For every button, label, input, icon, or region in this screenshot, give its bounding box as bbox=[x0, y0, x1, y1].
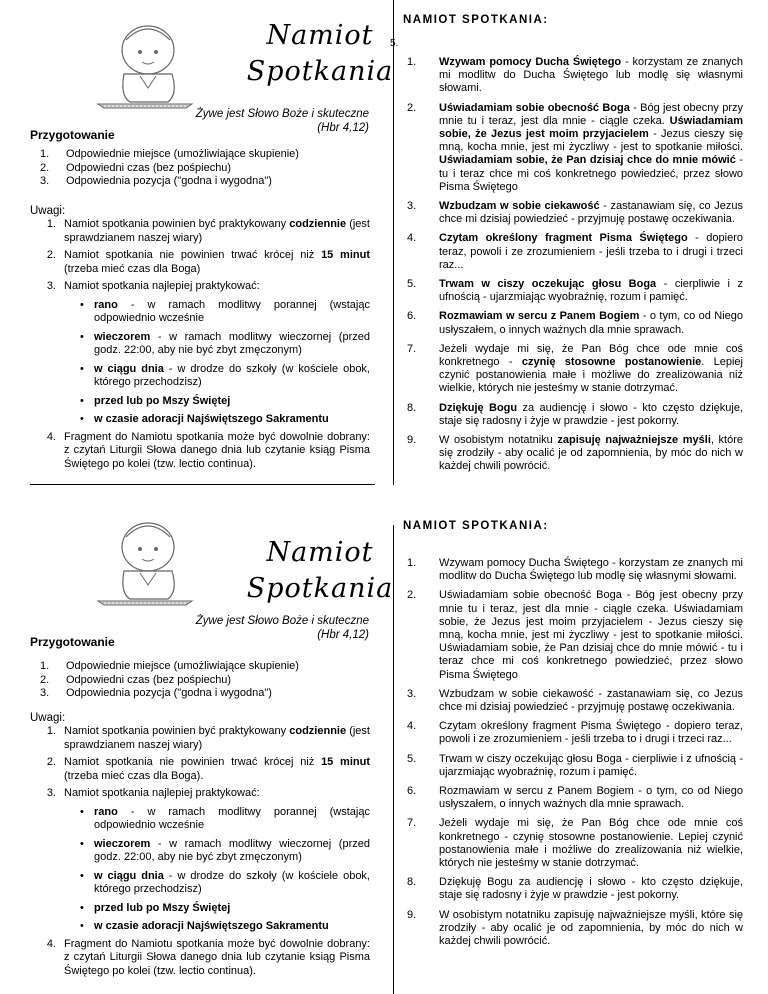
bullet-item: • w czasie adoracji Najświętszego Sakramentu bbox=[80, 920, 329, 932]
step-emphasis: zapisuję najważniejsze myśli bbox=[557, 434, 711, 447]
bullet-emphasis: w ciągu dnia bbox=[94, 869, 164, 882]
note-text: (jest sprawdzianem naszej wiary) bbox=[64, 725, 370, 751]
item-number: 2. bbox=[40, 673, 50, 686]
notes-list bbox=[30, 725, 370, 982]
step-item: 2. Uświadamiam sobie obecność Boga - Bóg jest obecny przy mnie tu i teraz, jest dla mnie - ciągle czeka. Uświadamiam sobie, że Jezus jest moim przyjacielem - Jezus cieszy się mną, kocha mnie, jest mi życzliwy - jest to spotkanie miłości. Uświadamiam sobie, że Pan dzisiaj chce do mnie mówić - tu i teraz chce mi coś konkretnego powiedzieć, przez słowo Pisma Świętego bbox=[407, 101, 744, 193]
bullet-emphasis: przed lub po Mszy Świętej bbox=[94, 901, 231, 914]
step-item: 8. Dziękuję Bogu za audiencję i słowo - kto często dziękuje, staje się radosny i żyje w prawdzie - jest pokorny. bbox=[407, 876, 743, 902]
step-text: Wzywam pomocy Ducha Świętego bbox=[439, 557, 609, 569]
bullet-text: - w ramach modlitwy wieczornej (przed godz. 22:00, aby nie być zbyt zmęczonym) bbox=[94, 837, 370, 863]
step-item: 4. Czytam określony fragment Pisma Świętego - dopiero teraz, powoli i ze zrozumieniem - jeśli trzeba to i drugi i trzeci raz... bbox=[407, 720, 743, 746]
step-emphasis: Uświadamiam sobie obecność Boga bbox=[439, 101, 630, 114]
step-text: Uświadamiam sobie, że Pan dzisiaj chce do mnie mówić bbox=[439, 642, 718, 655]
step-emphasis: Uświadamiam sobie, że Pan dzisiaj chce do mnie mówić bbox=[439, 154, 736, 167]
note-text: Namiot spotkania najlepiej praktykować: bbox=[64, 787, 260, 799]
notes-title: Uwagi: bbox=[30, 712, 66, 724]
bullet-item: • wieczorem - w ramach modlitwy wieczornej (przed godz. 22:00, aby nie być zbyt zmęczonym) bbox=[80, 330, 370, 356]
note-item: 4. Fragment do Namiotu spotkania może być dowolnie dobrany: z czytań Liturgii Słowa danego dnia lub czytanie ksiąg Pisma Świętego po kolei (tzw. lectio continua). bbox=[46, 430, 370, 470]
note-text: Fragment do Namiotu spotkania może być dowolnie dobrany: z czytań Liturgii Słowa danego dnia lub czytanie ksiąg Pisma Świętego po kolei (tzw. lectio continua). bbox=[64, 937, 370, 977]
step-emphasis: Dziękuję Bogu bbox=[439, 401, 518, 414]
step-item: 6. Rozmawiam w sercu z Panem Bogiem - o tym, co od Niego usłyszałem, o innych ważnych dla mnie sprawach. bbox=[407, 310, 743, 336]
step-text: - dopiero teraz, powoli i ze zrozumieniem - jeśli trzeba to i drugi i trzeci raz... bbox=[439, 720, 743, 746]
prep-list bbox=[40, 148, 299, 189]
note-text: Namiot spotkania nie powinien trwać krócej niż bbox=[64, 756, 322, 768]
note-item: 1. Namiot spotkania powinien być praktykowany codziennie (jest sprawdzianem naszej wiary) bbox=[46, 218, 370, 244]
step-text: Jeżeli wydaje mi się, że Pan Bóg chce ode mnie coś konkretnego - bbox=[439, 342, 743, 369]
steps-title: NAMIOT SPOTKANIA: bbox=[403, 520, 549, 532]
bullet-emphasis: wieczorem bbox=[94, 837, 151, 850]
step-text: zapisuję najważniejsze myśli bbox=[553, 908, 695, 921]
note-emphasis: codziennie bbox=[289, 725, 347, 737]
note-text: Namiot spotkania najlepiej praktykować: bbox=[64, 280, 260, 292]
note-text: Namiot spotkania powinien być praktykowany bbox=[64, 218, 290, 230]
step-text: W osobistym notatniku bbox=[439, 908, 554, 921]
bullet-text: - w ramach modlitwy porannej (wstając odpowiednio wcześnie bbox=[94, 805, 370, 831]
step-text: Czytam określony fragment Pisma Świętego bbox=[439, 720, 662, 733]
item-text: Odpowiednie miejsce (umożliwiające skupienie) bbox=[66, 660, 299, 672]
bullet-item: • wieczorem - w ramach modlitwy wieczornej (przed godz. 22:00, aby nie być zbyt zmęczonym) bbox=[80, 837, 370, 863]
step-item: 2. Uświadamiam sobie obecność Boga - Bóg jest obecny przy mnie tu i teraz, jest dla mnie - ciągle czeka. Uświadamiam sobie, że Jezus jest moim przyjacielem - Jezus cieszy się mną, kocha mnie, jest mi życzliwy - jest to spotkanie miłości. Uświadamiam sobie, że Pan dzisiaj chce do mnie mówić - tu i teraz chce mi coś konkretnego powiedzieć, przez słowo Pisma Świętego bbox=[407, 589, 744, 681]
bullet-emphasis: wieczorem bbox=[94, 330, 151, 343]
step-text: - zastanawiam się, co Jezus chce mi dzisiaj powiedzieć - przyjmuję postawę oczekiwania. bbox=[439, 687, 743, 714]
title-line-2: Spotkania bbox=[246, 573, 394, 604]
step-emphasis: Wzbudzam w sobie ciekawość bbox=[439, 200, 600, 213]
note-item: 1. Namiot spotkania powinien być praktykowany codziennie (jest sprawdzianem naszej wiary) bbox=[46, 725, 370, 751]
bullet-item: • rano - w ramach modlitwy porannej (wstając odpowiednio wcześnie bbox=[80, 805, 370, 831]
step-emphasis: Uświadamiam sobie, że Jezus jest moim przyjacielem bbox=[439, 114, 743, 141]
step-text: - cierpliwie i z ufnością - ujarzmiając wyobraźnię, rozum i pamięć. bbox=[439, 278, 743, 304]
step-emphasis: Czytam określony fragment Pisma Świętego bbox=[439, 232, 688, 245]
step-item: 1. Wzywam pomocy Ducha Świętego - korzystam ze znanych mi modlitw do Ducha Świętego lub modlę się własnymi słowami. bbox=[407, 56, 744, 95]
note-emphasis: 15 minut bbox=[321, 249, 370, 261]
note-emphasis: codziennie bbox=[289, 218, 347, 230]
right-column bbox=[390, 0, 748, 497]
step-emphasis: czynię stosowne postanowienie bbox=[521, 356, 702, 369]
step-text: - cierpliwie i z ufnością - ujarzmiając wyobraźnię, rozum i pamięć. bbox=[439, 752, 743, 778]
item-text: Odpowiednia pozycja ("godna i wygodna") bbox=[66, 175, 272, 187]
note-text: (trzeba mieć czas dla Boga) bbox=[64, 262, 201, 275]
note-text: (jest sprawdzianem naszej wiary) bbox=[64, 218, 370, 244]
note-item: 2. Namiot spotkania nie powinien trwać krócej niż 15 minut (trzeba mieć czas dla Boga) bbox=[46, 249, 370, 275]
left-column bbox=[30, 0, 394, 497]
step-item: 9. W osobistym notatniku zapisuję najważniejsze myśli, które się zrodziły - aby ocalić je od zapomnienia, by móc do nich w każdej chwili powrócić. bbox=[407, 908, 743, 948]
prep-item bbox=[40, 687, 299, 701]
bullet-text: - w ramach modlitwy porannej (wstając odpowiednio wcześnie bbox=[94, 298, 370, 324]
bullet-emphasis: w ciągu dnia bbox=[94, 362, 164, 375]
item-text: Odpowiednie miejsce (umożliwiające skupienie) bbox=[66, 148, 299, 160]
step-text: Jeżeli wydaje mi się, że Pan Bóg chce ode mnie coś konkretnego - bbox=[439, 817, 743, 843]
bullet-item: • w ciągu dnia - w drodze do szkoły (w kościele obok, którego przechodzisz) bbox=[80, 869, 370, 895]
note-text: Namiot spotkania powinien być praktykowany bbox=[64, 725, 290, 737]
prep-item bbox=[40, 148, 299, 162]
title-line-1: Namiot bbox=[266, 20, 374, 51]
step-item: 6. Rozmawiam w sercu z Panem Bogiem - o tym, co od Niego usłyszałem, o innych ważnych dla mnie sprawach. bbox=[407, 785, 743, 811]
title bbox=[245, 535, 395, 607]
bullet-text: - w drodze do szkoły (w kościele obok, którego przechodzisz) bbox=[94, 869, 370, 895]
step-text: - o tym, co od Niego usłyszałem, o innych ważnych dla mnie sprawach. bbox=[439, 310, 743, 336]
step-text: W osobistym notatniku bbox=[439, 434, 558, 447]
step-text: - tu i teraz chce mi coś konkretnego powiedzieć, przez słowo Pisma Świętego bbox=[439, 642, 743, 681]
notes-list bbox=[30, 218, 370, 475]
bottom-half bbox=[0, 497, 768, 994]
step-item: 5. Trwam w ciszy oczekując głosu Boga - cierpliwie i z ufnością - ujarzmiając wyobraźnię, rozum i pamięć. bbox=[407, 752, 743, 778]
praying-child-illustration bbox=[90, 515, 200, 607]
bullet-item: • rano - w ramach modlitwy porannej (wstając odpowiednio wcześnie bbox=[80, 298, 370, 324]
step-text: Rozmawiam w sercu z Panem Bogiem bbox=[439, 785, 634, 798]
notes-title: Uwagi: bbox=[30, 205, 66, 217]
prep-item bbox=[40, 175, 299, 189]
note-emphasis: 15 minut bbox=[321, 756, 370, 768]
note-text: (trzeba mieć czas dla Boga). bbox=[64, 769, 204, 782]
bullet-emphasis: rano bbox=[94, 805, 118, 818]
step-text: - korzystam ze znanych mi modlitw do Ducha Świętego lub modlę się własnymi słowami. bbox=[439, 56, 744, 95]
note-item: 3. Namiot spotkania najlepiej praktykować: • rano - w ramach modlitwy porannej (wstając odpowiednio wcześnie • wieczorem - w ramach modlitwy wieczornej (przed godz. 22:00, aby nie być zbyt zmęczonym) • w ciągu dnia - w drodze do szkoły (w kościele obok, którego przechodzisz) • przed lub po Mszy Świętej • w czasie adoracji Najświętszego Sakramentu bbox=[46, 280, 370, 425]
title-line-2: Spotkania bbox=[246, 56, 394, 87]
bullet-emphasis: przed lub po Mszy Świętej bbox=[94, 394, 231, 407]
step-text: Uświadamiam sobie, że Jezus jest moim przyjacielem bbox=[439, 602, 743, 628]
prep-item bbox=[40, 674, 299, 688]
step-text: - korzystam ze znanych mi modlitw do Ducha Świętego lub modlę się własnymi słowami. bbox=[439, 557, 744, 583]
step-emphasis: Wzywam pomocy Ducha Świętego bbox=[439, 56, 622, 68]
note-item: 2. Namiot spotkania nie powinien trwać krócej niż 15 minut (trzeba mieć czas dla Boga). bbox=[46, 756, 370, 782]
note-text: Namiot spotkania nie powinien trwać krócej niż bbox=[64, 249, 322, 261]
item-number: 1. bbox=[40, 148, 50, 160]
quote-ref: (Hbr 4,12) bbox=[317, 122, 369, 134]
step-text: Dziękuję Bogu bbox=[439, 876, 513, 889]
item-number: 3. bbox=[40, 687, 50, 699]
prep-item bbox=[40, 162, 299, 176]
bullet-item: • w ciągu dnia - w drodze do szkoły (w kościele obok, którego przechodzisz) bbox=[80, 362, 370, 388]
praying-child-illustration bbox=[90, 18, 200, 110]
steps-list bbox=[403, 56, 743, 480]
quote-text: Żywe jest Słowo Boże i skuteczne bbox=[195, 108, 369, 120]
step-text: . Lepiej czynić postanowienia małe i możliwe do zrealizowania niż wielkie, których nie jesteśmy w stanie dotrzymać. bbox=[439, 830, 744, 870]
step-text: Trwam w ciszy oczekując głosu Boga bbox=[439, 752, 622, 765]
bullet-text: - w drodze do szkoły (w kościele obok, którego przechodzisz) bbox=[94, 362, 370, 388]
step-text: - zastanawiam się, co Jezus chce mi dzisiaj powiedzieć - przyjmuję postawę oczekiwania. bbox=[439, 200, 743, 226]
step-item: 1. Wzywam pomocy Ducha Świętego - korzystam ze znanych mi modlitw do Ducha Świętego lub modlę się własnymi słowami. bbox=[407, 557, 744, 583]
note-item: 4. Fragment do Namiotu spotkania może być dowolnie dobrany: z czytań Liturgii Słowa danego dnia lub czytanie ksiąg Pisma Świętego po kolei (tzw. lectio continua). bbox=[46, 937, 370, 977]
left-column bbox=[30, 497, 394, 994]
step-text: - tu i teraz chce mi coś konkretnego powiedzieć, przez słowo Pisma Świętego bbox=[439, 154, 743, 193]
bullet-emphasis: rano bbox=[94, 298, 118, 311]
step-item: 3. Wzbudzam w sobie ciekawość - zastanawiam się, co Jezus chce mi dzisiaj powiedzieć - przyjmuję postawę oczekiwania. bbox=[407, 200, 743, 226]
step-text: Wzbudzam w sobie ciekawość bbox=[439, 687, 594, 700]
step-text: - o tym, co od Niego usłyszałem, o innych ważnych dla mnie sprawach. bbox=[439, 785, 743, 811]
step-item: 8. Dziękuję Bogu za audiencję i słowo - kto często dziękuje, staje się radosny i żyje w prawdzie - jest pokorny. bbox=[407, 401, 743, 427]
stray-number: 5. bbox=[390, 38, 399, 49]
prep-list bbox=[40, 660, 299, 701]
step-item: 7. Jeżeli wydaje mi się, że Pan Bóg chce ode mnie coś konkretnego - czynię stosowne postanowienie. Lepiej czynić postanowienia małe i możliwe do zrealizowania niż wielkie, których nie jesteśmy w stanie dotrzymać. bbox=[407, 342, 743, 395]
item-number: 3. bbox=[40, 175, 50, 187]
quote-ref: (Hbr 4,12) bbox=[317, 629, 369, 641]
bullet-emphasis: w czasie adoracji Najświętszego Sakramentu bbox=[94, 413, 329, 425]
item-number: 2. bbox=[40, 161, 50, 174]
bullet-text: - w ramach modlitwy wieczornej (przed godz. 22:00, aby nie być zbyt zmęczonym) bbox=[94, 330, 370, 356]
scripture-quote bbox=[169, 107, 369, 135]
step-text: - Bóg jest obecny przy mnie tu i teraz, jest dla mnie - ciągle czeka. bbox=[439, 589, 743, 615]
note-item: 3. Namiot spotkania najlepiej praktykować: • rano - w ramach modlitwy porannej (wstając odpowiednio wcześnie • wieczorem - w ramach modlitwy wieczornej (przed godz. 22:00, aby nie być zbyt zmęczonym) • w ciągu dnia - w drodze do szkoły (w kościele obok, którego przechodzisz) • przed lub po Mszy Świętej • w czasie adoracji Najświętszego Sakramentu bbox=[46, 787, 370, 932]
item-number: 1. bbox=[40, 660, 50, 672]
step-text: . Lepiej czynić postanowienia małe i możliwe do zrealizowania niż wielkie, których nie jesteśmy w stanie dotrzymać. bbox=[439, 356, 743, 395]
steps-list bbox=[403, 557, 743, 954]
bullet-emphasis: w czasie adoracji Najświętszego Sakramentu bbox=[94, 920, 329, 932]
step-item: 7. Jeżeli wydaje mi się, że Pan Bóg chce ode mnie coś konkretnego - czynię stosowne postanowienie. Lepiej czynić postanowienia małe i możliwe do zrealizowania niż wielkie, których nie jesteśmy w stanie dotrzymać. bbox=[407, 817, 744, 870]
step-emphasis: Rozmawiam w sercu z Panem Bogiem bbox=[439, 310, 640, 323]
prep-title: Przygotowanie bbox=[30, 635, 115, 649]
note-text: Fragment do Namiotu spotkania może być dowolnie dobrany: z czytań Liturgii Słowa danego dnia lub czytanie ksiąg Pisma Świętego po kolei (tzw. lectio continua). bbox=[64, 430, 370, 470]
item-text: Odpowiedni czas (bez pośpiechu) bbox=[66, 673, 232, 686]
quote-text: Żywe jest Słowo Boże i skuteczne bbox=[195, 615, 369, 627]
item-text: Odpowiednia pozycja ("godna i wygodna") bbox=[66, 687, 272, 699]
step-text: Uświadamiam sobie obecność Boga bbox=[439, 589, 622, 602]
step-text: za audiencję i słowo - kto często dziękuje, staje się radosny i żyje w prawdzie - jest pokorny. bbox=[439, 876, 743, 902]
scripture-quote bbox=[169, 614, 369, 642]
title bbox=[245, 18, 395, 90]
steps-title: NAMIOT SPOTKANIA: bbox=[403, 14, 549, 26]
step-text: - Bóg jest obecny przy mnie tu i teraz, jest dla mnie - ciągle czeka. bbox=[439, 101, 743, 127]
step-text: - Jezus cieszy się mną, kocha mnie, jest mi życzliwy - jest to spotkanie miłości. bbox=[439, 615, 744, 642]
bullet-item: • przed lub po Mszy Świętej bbox=[80, 901, 231, 914]
step-item: 9. W osobistym notatniku zapisuję najważniejsze myśli, które się zrodziły - aby ocalić je od zapomnienia, by móc do nich w każdej chwili powrócić. bbox=[407, 434, 743, 473]
bullet-item: • przed lub po Mszy Świętej bbox=[80, 394, 231, 407]
step-text: czynię stosowne postanowienie bbox=[512, 830, 671, 843]
bullet-item: • w czasie adoracji Najświętszego Sakramentu bbox=[80, 413, 329, 425]
right-column bbox=[403, 497, 748, 994]
step-item: 3. Wzbudzam w sobie ciekawość - zastanawiam się, co Jezus chce mi dzisiaj powiedzieć - przyjmuję postawę oczekiwania. bbox=[407, 687, 743, 714]
step-item: 5. Trwam w ciszy oczekując głosu Boga - cierpliwie i z ufnością - ujarzmiając wyobraźnię, rozum i pamięć. bbox=[407, 278, 743, 304]
step-text: , które się zrodziły - aby ocalić je od zapomnienia, by móc do nich w każdej chwili powrócić. bbox=[439, 908, 743, 948]
step-text: za audiencję i słowo - kto często dziękuje, staje się radosny i żyje w prawdzie - jest pokorny. bbox=[439, 401, 743, 427]
step-emphasis: Trwam w ciszy oczekując głosu Boga bbox=[439, 278, 657, 291]
step-item: 4. Czytam określony fragment Pisma Świętego - dopiero teraz, powoli i ze zrozumieniem - jeśli trzeba to i drugi i trzeci raz... bbox=[407, 232, 743, 271]
item-text: Odpowiedni czas (bez pośpiechu) bbox=[66, 161, 232, 174]
step-text: - dopiero teraz, powoli i ze zrozumieniem - jeśli trzeba to i drugi i trzeci raz... bbox=[439, 232, 743, 271]
step-text: - Jezus cieszy się mną, kocha mnie, jest mi życzliwy - jest to spotkanie miłości. bbox=[439, 128, 744, 154]
prep-title: Przygotowanie bbox=[30, 128, 115, 142]
step-text: , które się zrodziły - aby ocalić je od zapomnienia, by móc do nich w każdej chwili powrócić. bbox=[439, 434, 743, 473]
prep-item bbox=[40, 660, 299, 674]
title-line-1: Namiot bbox=[266, 537, 374, 568]
